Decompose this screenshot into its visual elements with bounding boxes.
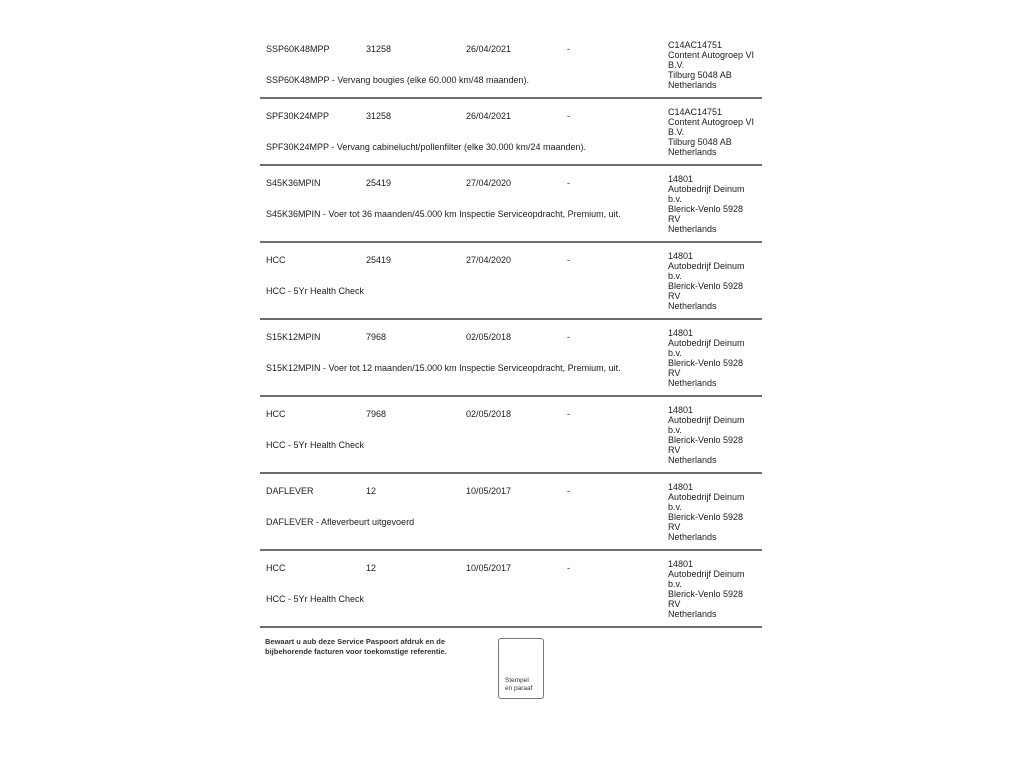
dealer-line: Netherlands [668,532,717,542]
record-mileage: 12 [366,486,377,496]
service-record [260,397,762,474]
service-record [260,166,762,243]
service-record [260,243,762,320]
record-description: HCC - 5Yr Health Check [266,286,365,296]
footer-note-line: bijbehorende facturen voor toekomstige referentie. [265,646,447,656]
record-dealer [668,40,768,90]
dealer-line: Tilburg 5048 AB [668,70,732,80]
record-description: S45K36MPIN - Voer tot 36 maanden/45.000 km Inspectie Serviceopdracht, Premium, uit. [266,209,621,219]
dealer-line: 14801 [668,559,694,569]
dealer-line: C14AC14751 [668,40,723,50]
dealer-line: Blerick-Venlo 5928 [668,589,744,599]
dealer-line: Autobedrijf Deinum [668,261,745,271]
dealer-line: RV [668,368,681,378]
dealer-line: RV [668,445,681,455]
dealer-line: Autobedrijf Deinum [668,415,745,425]
dealer-line: Autobedrijf Deinum [668,184,745,194]
service-records-list [260,32,762,628]
record-mileage: 25419 [366,255,392,265]
record-description: HCC - 5Yr Health Check [266,594,365,604]
dealer-line: B.V. [668,60,685,70]
dealer-line: RV [668,522,681,532]
record-dash: - [567,332,570,342]
stamp-label-line: Stempel [505,677,529,684]
dealer-line: 14801 [668,328,694,338]
record-dash: - [567,111,570,121]
record-dealer [668,107,768,157]
record-description: DAFLEVER - Afleverbeurt uitgevoerd [266,517,415,527]
record-dash: - [567,255,570,265]
dealer-line: 14801 [668,251,694,261]
record-mileage: 7968 [366,409,387,419]
dealer-line: b.v. [668,194,682,204]
dealer-line: Blerick-Venlo 5928 [668,204,744,214]
record-dealer [668,328,768,388]
dealer-line: Netherlands [668,378,717,388]
dealer-line: Blerick-Venlo 5928 [668,281,744,291]
record-code: HCC [266,255,286,265]
dealer-line: Autobedrijf Deinum [668,492,745,502]
record-description: S15K12MPIN - Voer tot 12 maanden/15.000 km Inspectie Serviceopdracht, Premium, uit. [266,363,621,373]
record-mileage: 7968 [366,332,387,342]
service-record [260,320,762,397]
record-dealer [668,482,768,542]
record-dash: - [567,486,570,496]
record-dash: - [567,178,570,188]
dealer-line: Netherlands [668,455,717,465]
record-dealer [668,251,768,311]
record-dealer [668,405,768,465]
record-code: HCC [266,563,286,573]
record-mileage: 31258 [366,44,392,54]
dealer-line: b.v. [668,579,682,589]
service-record [260,551,762,628]
record-mileage: 25419 [366,178,392,188]
record-dash: - [567,409,570,419]
record-date: 27/04/2020 [466,255,512,265]
record-date: 02/05/2018 [466,332,512,342]
stamp-box [498,638,544,699]
record-dealer [668,559,768,619]
record-dash: - [567,44,570,54]
dealer-line: Netherlands [668,147,717,157]
record-code: S15K12MPIN [266,332,321,342]
record-description: SSP60K48MPP - Vervang bougies (elke 60.000 km/48 maanden). [266,75,529,85]
record-date: 02/05/2018 [466,409,512,419]
dealer-line: RV [668,599,681,609]
dealer-line: B.V. [668,127,685,137]
dealer-line: C14AC14751 [668,107,723,117]
dealer-line: Netherlands [668,301,717,311]
record-code: SPF30K24MPP [266,111,330,121]
dealer-line: 14801 [668,174,694,184]
dealer-line: Netherlands [668,224,717,234]
record-date: 10/05/2017 [466,563,512,573]
dealer-line: Blerick-Venlo 5928 [668,512,744,522]
record-code: SSP60K48MPP [266,44,330,54]
record-date: 27/04/2020 [466,178,512,188]
record-code: HCC [266,409,286,419]
dealer-line: 14801 [668,405,694,415]
dealer-line: b.v. [668,425,682,435]
dealer-line: b.v. [668,271,682,281]
dealer-line: Content Autogroep VI [668,117,755,127]
footer-note [265,637,465,656]
dealer-line: Netherlands [668,80,717,90]
dealer-line: Netherlands [668,609,717,619]
record-mileage: 12 [366,563,377,573]
dealer-line: Blerick-Venlo 5928 [668,435,744,445]
dealer-line: Tilburg 5048 AB [668,137,732,147]
record-description: SPF30K24MPP - Vervang cabinelucht/pollenfilter (elke 30.000 km/24 maanden). [266,142,587,152]
record-mileage: 31258 [366,111,392,121]
dealer-line: b.v. [668,348,682,358]
record-date: 26/04/2021 [466,111,512,121]
record-dash: - [567,563,570,573]
service-record [260,474,762,551]
service-record [260,99,762,166]
record-description: HCC - 5Yr Health Check [266,440,365,450]
dealer-line: RV [668,214,681,224]
dealer-line: Blerick-Venlo 5928 [668,358,744,368]
dealer-line: Content Autogroep VI [668,50,755,60]
dealer-line: 14801 [668,482,694,492]
service-record [260,32,762,99]
record-dealer [668,174,768,234]
stamp-label-line: en paraaf [505,685,533,692]
record-code: DAFLEVER [266,486,314,496]
footer-note-line: Bewaart u aub deze Service Paspoort afdruk en de [265,637,446,646]
dealer-line: RV [668,291,681,301]
dealer-line: Autobedrijf Deinum [668,338,745,348]
stamp-label [505,677,543,693]
record-date: 26/04/2021 [466,44,512,54]
dealer-line: b.v. [668,502,682,512]
record-code: S45K36MPIN [266,178,321,188]
dealer-line: Autobedrijf Deinum [668,569,745,579]
record-date: 10/05/2017 [466,486,512,496]
